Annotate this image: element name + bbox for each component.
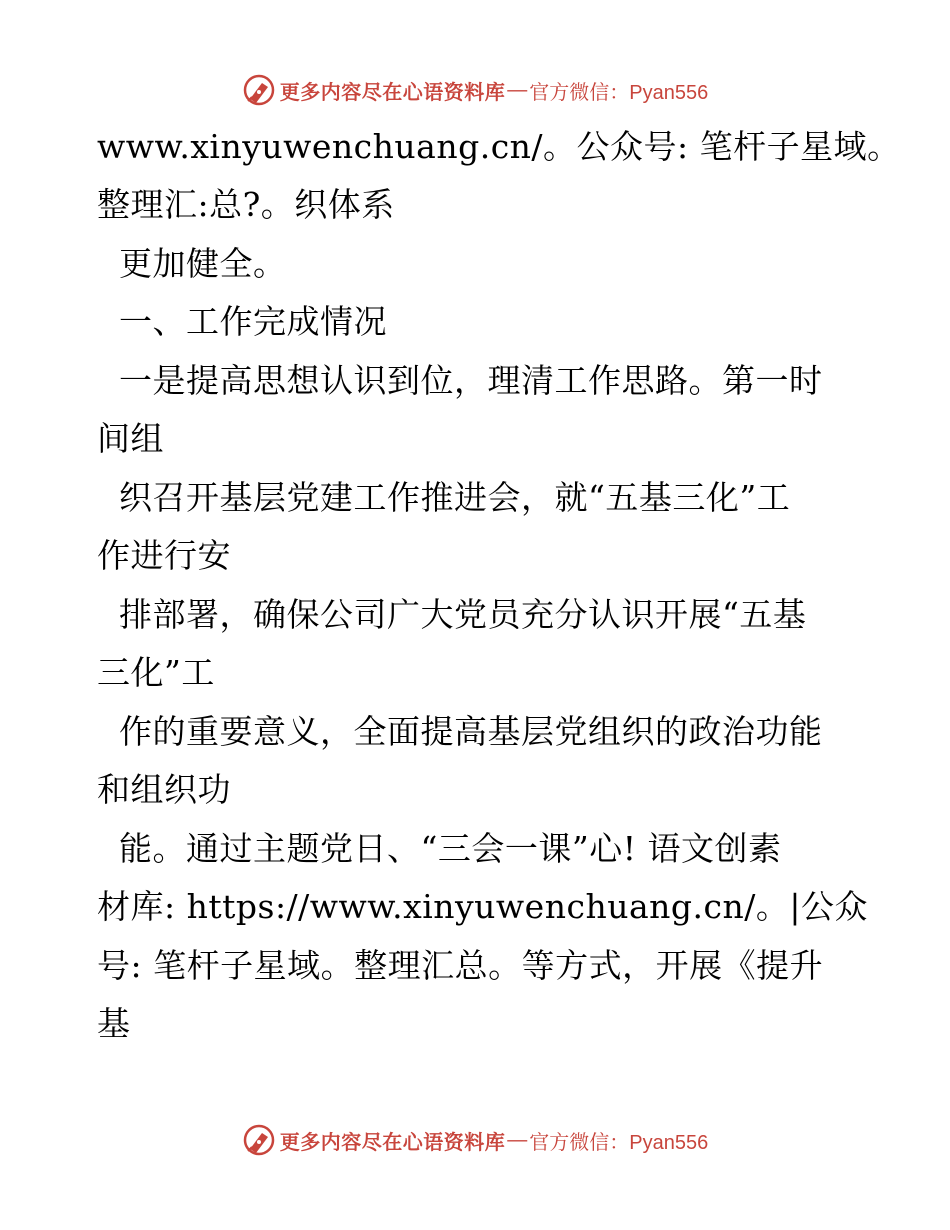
body-line: 织召开基层党建工作推进会，就“五基三化”工 xyxy=(97,478,791,517)
body-line: www.xinyuwenchuang.cn/。公众号: 笔杆子星域。 xyxy=(97,127,901,166)
body-line: 一、工作完成情况 xyxy=(97,302,387,341)
body-line: 排部署，确保公司广大党员充分认识开展“五基 xyxy=(97,595,807,634)
body-line: 和组织功 xyxy=(97,770,231,809)
watermark-contact: 官方微信：Pyan556 xyxy=(529,1131,709,1154)
pen-nib-logo-icon xyxy=(242,73,276,107)
body-line: 作进行安 xyxy=(97,536,231,575)
body-line: 能。通过主题党日、“三会一课”心! 语文创素 xyxy=(97,829,782,868)
body-line: 整理汇:总?。织体系 xyxy=(97,185,395,224)
watermark-main-text: 更多内容尽在心语资料库 xyxy=(279,81,506,104)
body-line: 一是提高思想认识到位，理清工作思路。第一时 xyxy=(97,361,823,400)
body-line: 作的重要意义，全面提高基层党组织的政治功能 xyxy=(97,712,823,751)
watermark-dash: — xyxy=(507,78,528,101)
body-line: 间组 xyxy=(97,419,164,458)
watermark-main-text: 更多内容尽在心语资料库 xyxy=(279,1131,506,1154)
watermark-contact: 官方微信：Pyan556 xyxy=(529,81,709,104)
body-line: 基 xyxy=(97,1004,131,1043)
body-line: 材库: https://www.xinyuwenchuang.cn/。|公众 xyxy=(97,887,868,926)
watermark-dash: — xyxy=(507,1128,528,1151)
body-line: 号: 笔杆子星域。整理汇总。等方式，开展《提升 xyxy=(97,946,824,985)
body-line: 更加健全。 xyxy=(97,244,287,283)
pen-nib-logo-icon xyxy=(242,1123,276,1157)
header-watermark-banner xyxy=(0,70,950,110)
body-line: 三化”工 xyxy=(97,653,215,692)
footer-watermark-banner xyxy=(0,1120,950,1160)
